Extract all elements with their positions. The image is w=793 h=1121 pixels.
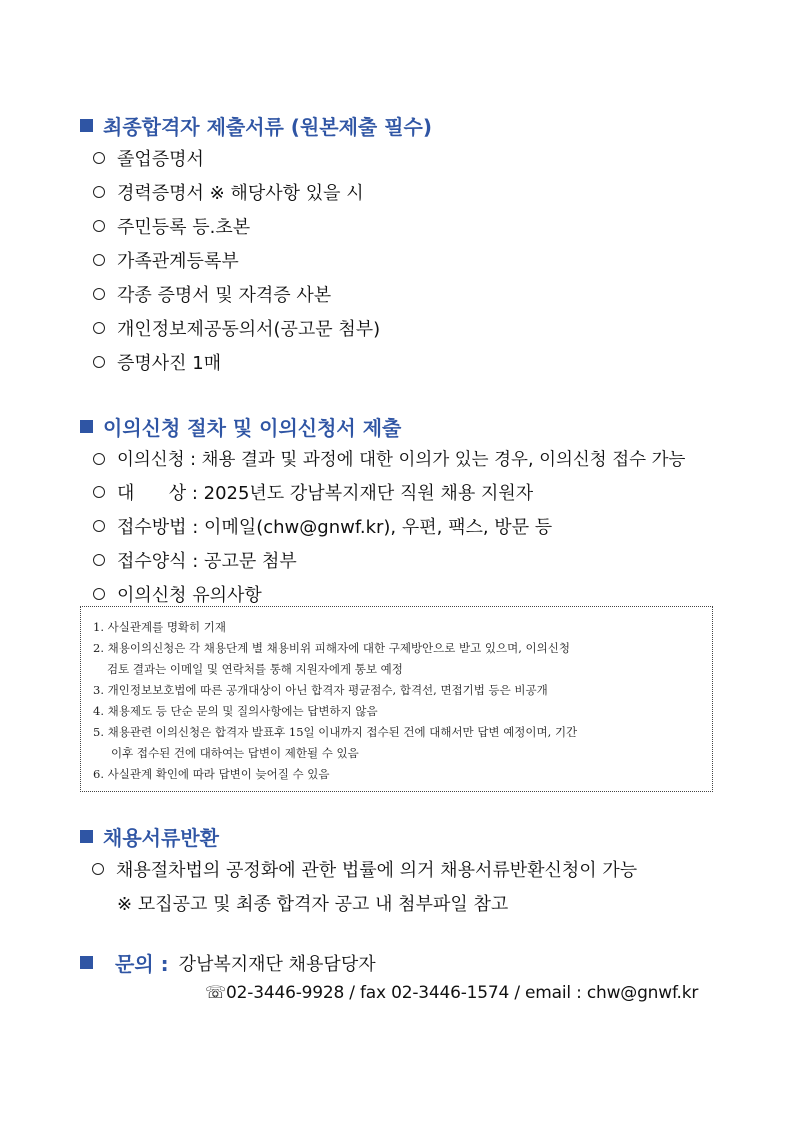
list-item: 주민등록 등.초본 (93, 213, 250, 239)
list-item: 경력증명서 ※ 해당사항 있을 시 (93, 179, 364, 205)
list-item: 개인정보제공동의서(공고문 첨부) (93, 315, 380, 341)
section-title: 이의신청 절차 및 이의신청서 제출 (103, 416, 402, 440)
list-item: 대 상 : 2025년도 강남복지재단 직원 채용 지원자 (93, 479, 533, 505)
square-bullet-icon (80, 420, 93, 433)
section-title: 채용서류반환 (103, 826, 219, 850)
circle-bullet-icon (93, 554, 105, 566)
section-heading-final-documents (80, 111, 432, 140)
notice-line: 1. 사실관계를 명확히 기재 (93, 620, 227, 634)
objection-notice-box (80, 606, 713, 792)
section-title: 최종합격자 제출서류 (원본제출 필수) (103, 115, 432, 139)
circle-bullet-icon (93, 288, 105, 300)
list-item: 접수양식 : 공고문 첨부 (93, 547, 297, 573)
circle-bullet-icon (92, 863, 104, 875)
list-item: 이의신청 유의사항 (93, 581, 262, 607)
list-item: 가족관계등록부 (93, 247, 239, 273)
notice-line: 6. 사실관계 확인에 따라 답변이 늦어질 수 있음 (93, 767, 330, 781)
circle-bullet-icon (93, 220, 105, 232)
square-bullet-icon (80, 956, 93, 969)
circle-bullet-icon (93, 152, 105, 164)
circle-bullet-icon (93, 254, 105, 266)
reference-note: ※ 모집공고 및 최종 합격자 공고 내 첨부파일 참고 (117, 894, 509, 915)
notice-line: 3. 개인정보보호법에 따른 공개대상이 아닌 합격자 평균점수, 합격선, 면접기법 등은 비공개 (93, 683, 548, 697)
inquiry-heading (80, 948, 376, 977)
notice-line: 4. 채용제도 등 단순 문의 및 질의사항에는 답변하지 않음 (93, 704, 378, 718)
notice-line: 이후 접수된 건에 대하여는 답변이 제한될 수 있음 (111, 746, 359, 760)
circle-bullet-icon (93, 453, 105, 465)
section-heading-objection (80, 412, 401, 441)
list-item: 접수방법 : 이메일(chw@gnwf.kr), 우편, 팩스, 방문 등 (93, 513, 552, 539)
list-item: 채용절차법의 공정화에 관한 법률에 의거 채용서류반환신청이 가능 (92, 856, 637, 882)
list-item: 증명사진 1매 (93, 349, 221, 375)
section-heading-document-return (80, 822, 219, 851)
notice-line: 검토 결과는 이메일 및 연락처를 통해 지원자에게 통보 예정 (107, 662, 403, 676)
notice-line: 5. 채용관련 이의신청은 합격자 발표후 15일 이내까지 접수된 건에 대해서만 답변 예정이며, 기간 (93, 725, 578, 739)
circle-bullet-icon (93, 356, 105, 368)
contact-info: ☏02-3446-9928 / fax 02-3446-1574 / email : chw@gnwf.kr (205, 983, 699, 1003)
list-item: 각종 증명서 및 자격증 사본 (93, 281, 331, 307)
inquiry-contact-person: 강남복지재단 채용담당자 (178, 953, 376, 975)
inquiry-label: 문의 : (115, 952, 169, 976)
circle-bullet-icon (93, 186, 105, 198)
square-bullet-icon (80, 119, 93, 132)
circle-bullet-icon (93, 486, 105, 498)
circle-bullet-icon (93, 520, 105, 532)
circle-bullet-icon (93, 322, 105, 334)
square-bullet-icon (80, 830, 93, 843)
list-item: 졸업증명서 (93, 145, 204, 171)
list-item: 이의신청 : 채용 결과 및 과정에 대한 이의가 있는 경우, 이의신청 접수 가능 (93, 446, 685, 471)
circle-bullet-icon (93, 588, 105, 600)
notice-line: 2. 채용이의신청은 각 채용단계 별 채용비위 피해자에 대한 구제방안으로 받고 있으며, 이의신청 (93, 641, 570, 655)
